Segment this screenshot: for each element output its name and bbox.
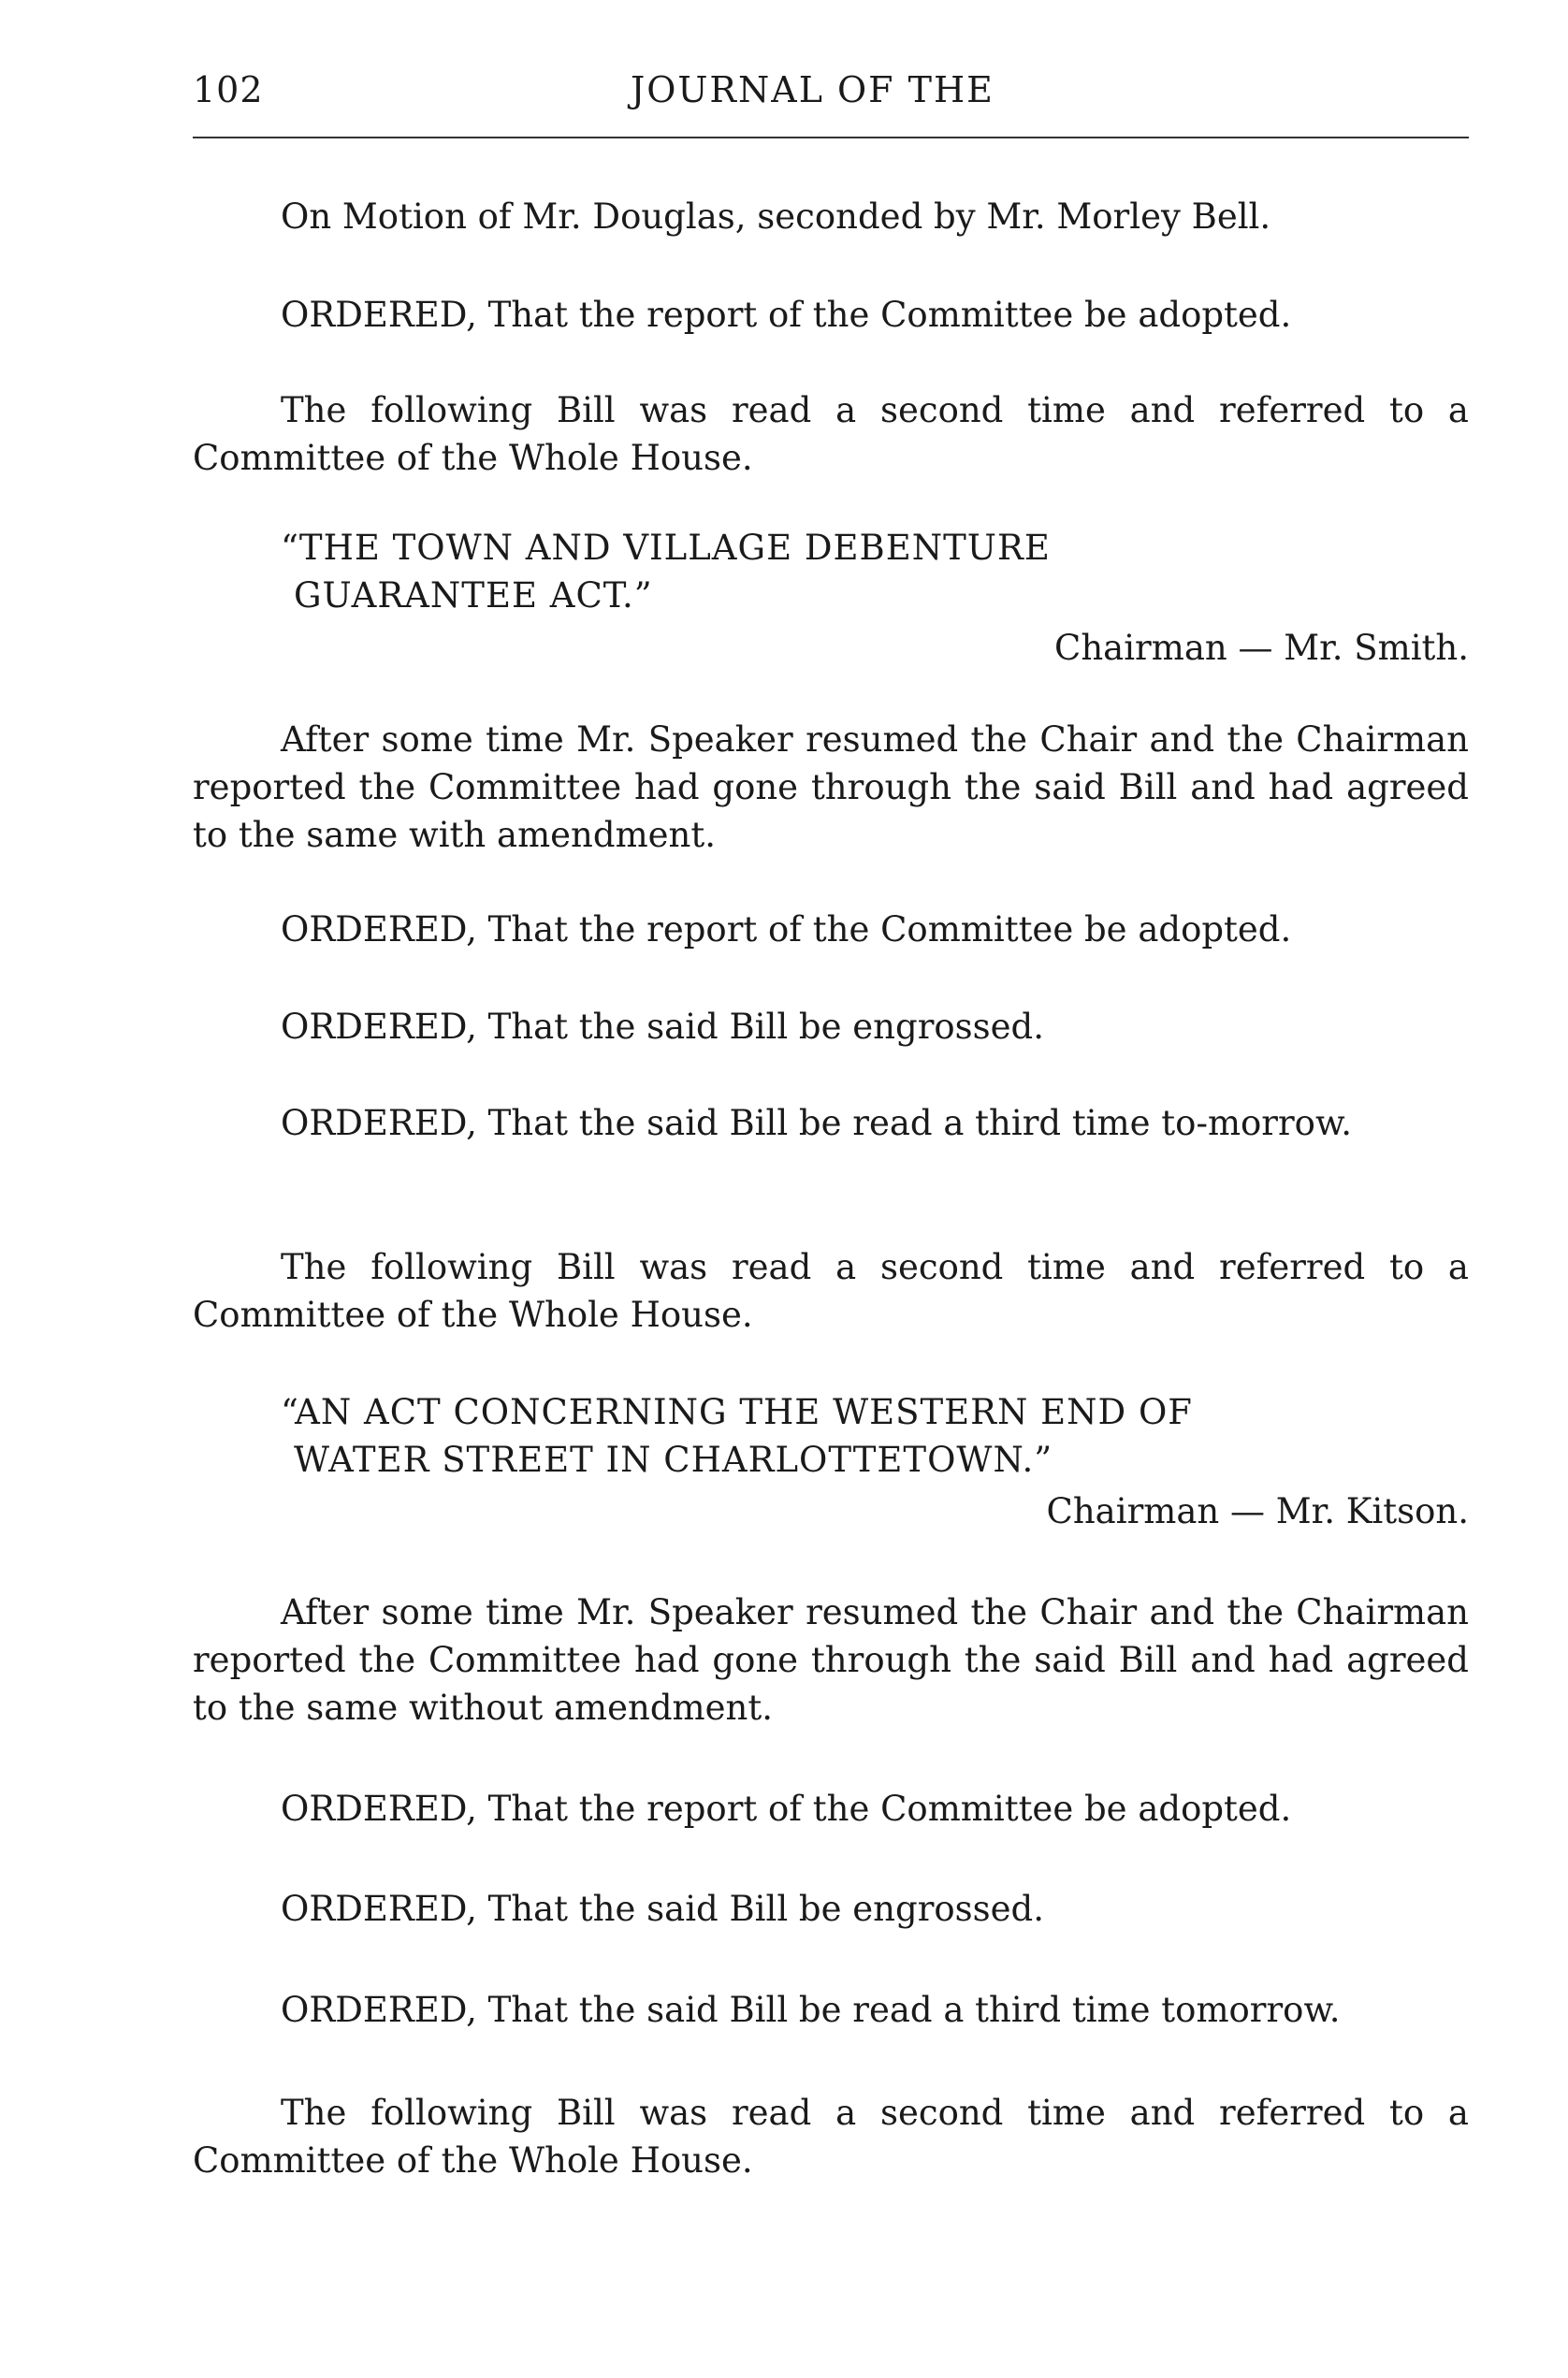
ordered-report-adopted: ORDERED, That the report of the Committee be adopted. — [281, 295, 1292, 335]
bill-referral-paragraph: The following Bill was read a second time and referred to a Committee of the Whole House. — [193, 2093, 1469, 2181]
ordered-third-reading: ORDERED, That the said Bill be read a third time to-morrow. — [281, 1103, 1352, 1143]
bill-referral-paragraph: The following Bill was read a second time and referred to a Committee of the Whole House. — [193, 1247, 1469, 1335]
chairman-line: Chairman — Mr. Smith. — [1054, 628, 1469, 668]
chairman-line: Chairman — Mr. Kitson. — [1046, 1491, 1469, 1531]
bill-title-line1: “AN ACT CONCERNING THE WESTERN END OF — [281, 1392, 1193, 1432]
ordered-bill-engrossed: ORDERED, That the said Bill be engrossed. — [281, 1889, 1044, 1929]
committee-report-paragraph: After some time Mr. Speaker resumed the Chair and the Chairman reported the Committee had gone through the said Bill and had agreed to the same with amendment. — [193, 719, 1469, 855]
bill-title-line2: GUARANTEE ACT.” — [294, 575, 653, 616]
bill-title — [281, 524, 1375, 619]
ordered-report-adopted: ORDERED, That the report of the Committee be adopted. — [281, 909, 1292, 950]
page-header — [193, 69, 1469, 125]
committee-report-paragraph: After some time Mr. Speaker resumed the Chair and the Chairman reported the Committee had gone through the said Bill and had agreed to the same without amendment. — [193, 1592, 1469, 1728]
bill-referral-paragraph: The following Bill was read a second time and referred to a Committee of the Whole House. — [193, 390, 1469, 478]
motion-paragraph: On Motion of Mr. Douglas, seconded by Mr. Morley Bell. — [281, 196, 1271, 237]
bill-title — [281, 1388, 1375, 1484]
ordered-third-reading: ORDERED, That the said Bill be read a third time tomorrow. — [281, 1990, 1341, 2030]
journal-page — [193, 0, 1469, 2378]
ordered-bill-engrossed: ORDERED, That the said Bill be engrossed. — [281, 1007, 1044, 1047]
header-rule — [193, 137, 1469, 138]
ordered-report-adopted: ORDERED, That the report of the Committee be adopted. — [281, 1789, 1292, 1829]
page-number: 102 — [193, 69, 264, 110]
bill-title-line2: WATER STREET IN CHARLOTTETOWN.” — [294, 1440, 1053, 1480]
bill-title-line1: “THE TOWN AND VILLAGE DEBENTURE — [281, 528, 1051, 568]
running-head: JOURNAL OF THE — [631, 69, 995, 110]
